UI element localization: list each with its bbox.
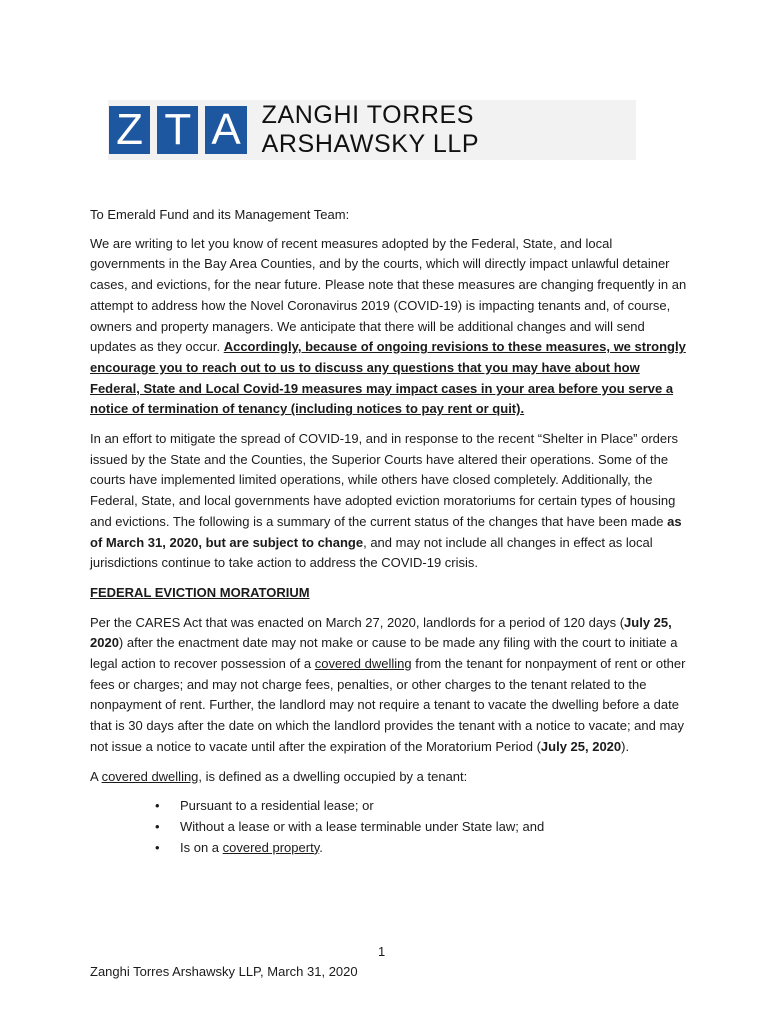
logo-firm-name: ZANGHI TORRES ARSHAWSKY LLP: [261, 101, 480, 158]
list-item: [90, 796, 690, 817]
bullet-icon: •: [155, 818, 160, 834]
firm-logo: [108, 100, 636, 160]
status-text-before: In an effort to mitigate the spread of COVID-19, and in response to the recent “Shelter in Place” orders issued by the State and the Counties, the Superior Courts have altered their operations. Some of the courts have implemented limited operations, while others have closed completely. Additionally, the Federal, State, and local governments have adopted eviction moratoriums for certain types of housing and evictions. The following is a summary of the current status of the changes that have been made: [90, 431, 678, 529]
bullet-text: Without a lease or with a lease terminable under State law: [180, 818, 516, 834]
bullet-text-suffix: .: [319, 839, 323, 855]
status-paragraph: [90, 429, 690, 574]
logo-letter-a: A: [205, 106, 246, 154]
list-item: [90, 817, 690, 838]
cares-text-1: Per the CARES Act that was enacted on March 27, 2020, landlords for a period of 120 days (: [90, 614, 625, 630]
cares-date-2: July 25, 2020: [540, 738, 622, 754]
covered-dwelling-criteria: [90, 796, 690, 858]
cares-text-3: from the tenant for nonpayment of rent or other fees or charges; and may not charge fees, penalties, or other charges to the tenant related to the nonpayment of rent. Further, the landlord may not require a tenant to vacate the dwelling before a date that is 30 days after the date on which the landlord provides the tenant with a notice to vacate; and may not issue a notice to vacate until after the expiration of the Moratorium Period (: [90, 656, 686, 754]
status-text-after: , and may not include all changes in effect as local jurisdictions continue to take action to address the COVID-19 crisis.: [90, 534, 653, 571]
cares-text-4: ).: [621, 738, 630, 754]
definition-covered-dwelling: covered dwelling: [101, 768, 199, 784]
bullet-text: Pursuant to a residential lease; or: [180, 798, 374, 814]
cares-paragraph: [90, 613, 690, 758]
definition-text-1: A: [90, 768, 102, 784]
cares-covered-dwelling: covered dwelling: [314, 656, 412, 672]
bullet-icon: •: [155, 839, 160, 855]
logo-letter-z: Z: [109, 106, 150, 154]
intro-emphasis: Accordingly, because of ongoing revisions to these measures, we strongly encourage you to reach out to us to discuss any questions that you may have about how Federal, State and Local Covid-19 measures may impact cases in your area before you serve a notice of termination of tenancy (including notices to pay rent or quit).: [90, 339, 686, 417]
bullet-text: Is on a: [180, 839, 223, 855]
bullet-icon: •: [155, 798, 160, 814]
federal-heading: FEDERAL EVICTION MORATORIUM: [90, 584, 310, 600]
list-item: [90, 838, 690, 859]
cares-date-1: July 25, 2020: [90, 614, 672, 651]
intro-text: We are writing to let you know of recent measures adopted by the Federal, State, and local governments in the Bay Area Counties, and by the courts, which will directly impact unlawful detainer cases, and evictions, for the near future. Please note that these measures are changing frequently in an attempt to address how the Novel Coronavirus 2019 (COVID-19) is impacting tenants and, of course, owners and property managers. We anticipate that there will be additional changes and will send updates as they occur.: [90, 235, 687, 355]
logo-letter-t: T: [157, 106, 198, 154]
definition-paragraph: [90, 767, 690, 788]
definition-text-2: , is defined as a dwelling occupied by a tenant:: [198, 768, 468, 784]
page-number: 1: [378, 944, 386, 959]
page-footer: Zanghi Torres Arshawsky LLP, March 31, 2020: [90, 964, 358, 979]
greeting: To Emerald Fund and its Management Team:: [90, 207, 350, 222]
covered-property-term: covered property: [222, 839, 320, 855]
status-bold-date: as of March 31, 2020, but are subject to change: [90, 513, 682, 550]
intro-paragraph: [90, 234, 690, 420]
cares-text-2: ) after the enactment date may not make or cause to be made any filing with the court to initiate a legal action to recover possession of a: [90, 635, 678, 672]
bullet-text-suffix: ; and: [515, 818, 545, 834]
letter-body: [90, 205, 690, 858]
